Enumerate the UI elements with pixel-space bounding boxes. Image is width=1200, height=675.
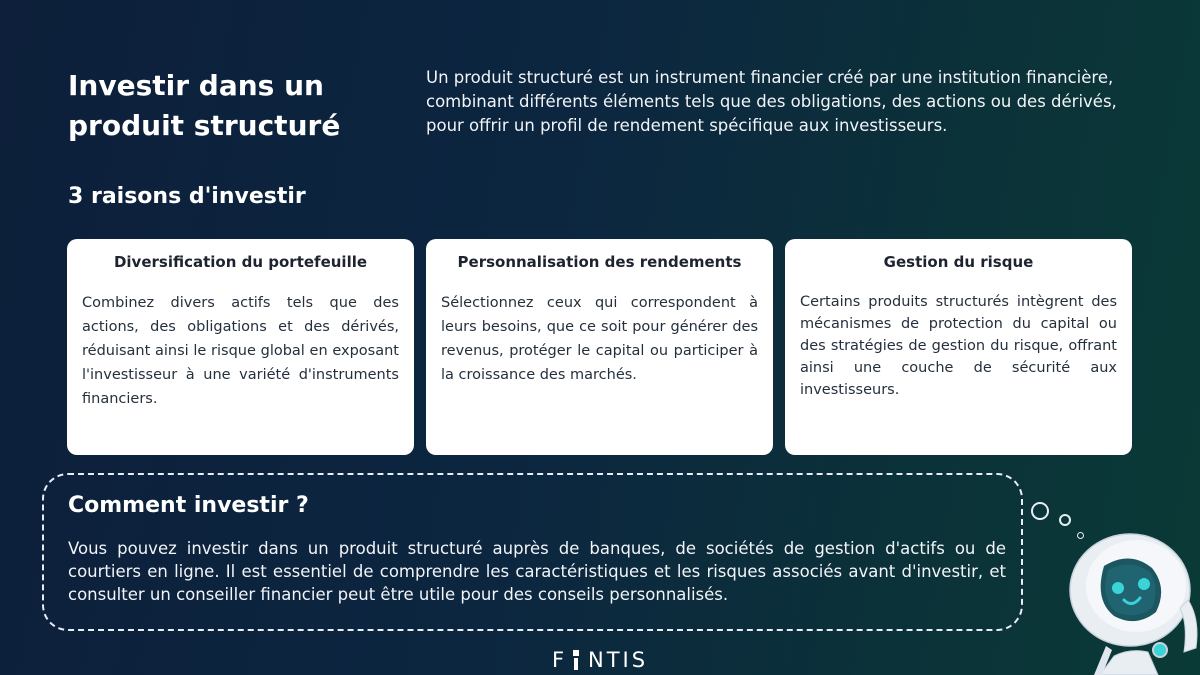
- reason-card-gestion-risque: [785, 239, 1132, 455]
- robot-mascot-icon: [1060, 528, 1200, 675]
- how-to-invest-text: Vous pouvez investir dans un produit structuré auprès de banques, de sociétés de gestion d'actifs ou de courtiers en ligne. Il est essentiel de comprendre les caractéristiques et les risques associés avant d'investir, et consulter un conseiller financier peut être utile pour des conseils personnalisés.: [68, 539, 1006, 604]
- reason-card-text: Combinez divers actifs tels que des actions, des obligations et des dérivés, réduisant ainsi le risque global en exposant l'investisseur à une variété d'instruments financiers.: [82, 295, 399, 407]
- logo-text-rest: NTIS: [588, 648, 649, 672]
- logo-mark-icon: [572, 650, 582, 670]
- reason-card-text: Sélectionnez ceux qui correspondent à leurs besoins, que ce soit pour générer des revenus, protéger le capital ou participer à la croissance des marchés.: [441, 295, 758, 383]
- reason-card-personnalisation: [426, 239, 773, 455]
- thought-bubble-icon: [1031, 502, 1049, 520]
- logo-text-first: F: [552, 648, 568, 672]
- intro-paragraph: Un produit structuré est un instrument financier créé par une institution financière, combinant différents éléments tels que des obligations, des actions ou des dérivés, pour offrir un profil de rendement spécifique aux investisseurs.: [426, 68, 1117, 135]
- thought-bubble-icon: [1059, 514, 1071, 526]
- reason-card-title: Personnalisation des rendements: [457, 253, 742, 271]
- how-to-invest-heading: Comment investir ?: [68, 493, 309, 518]
- reason-card-title: Gestion du risque: [883, 253, 1034, 271]
- reasons-heading: 3 raisons d'investir: [68, 184, 306, 209]
- reason-card-diversification: [67, 239, 414, 455]
- reason-card-title: Diversification du portefeuille: [113, 253, 368, 271]
- fintis-logo: [552, 640, 648, 672]
- reason-card-text: Certains produits structurés intègrent des mécanismes de protection du capital ou des stratégies de gestion du risque, offrant ainsi une couche de sécurité aux investisseurs.: [800, 294, 1117, 398]
- page-title: Investir dans un produit structuré: [68, 69, 341, 142]
